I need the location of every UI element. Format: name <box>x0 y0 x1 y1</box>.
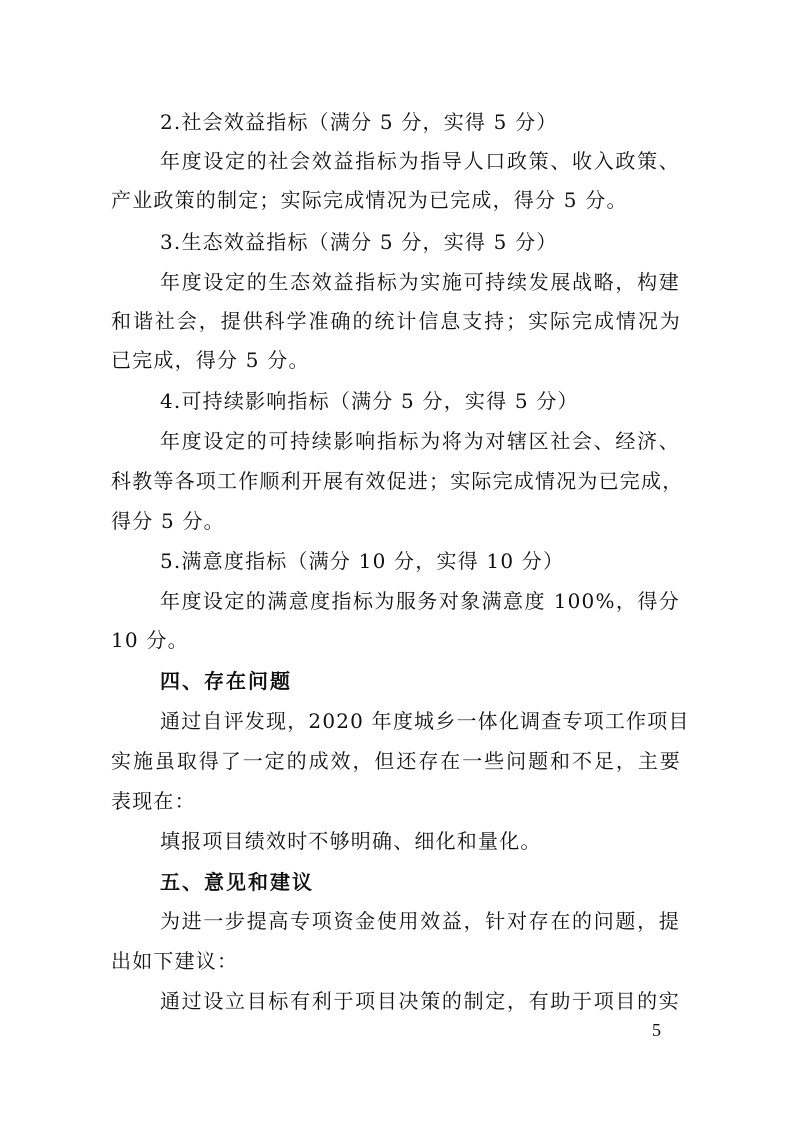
social-benefit-line-2: 产业政策的制定；实际完成情况为已完成，得分 5 分。 <box>111 188 628 212</box>
suggestions-heading: 五、意见和建议 <box>160 870 314 894</box>
suggestions-line-2: 出如下建议： <box>111 949 239 973</box>
problems-line-2: 实施虽取得了一定的成效，但还存在一些问题和不足，主要 <box>111 749 681 773</box>
problems-line-1: 通过自评发现，2020 年度城乡一体化调查专项工作项目 <box>160 709 690 733</box>
eco-benefit-line-3: 已完成，得分 5 分。 <box>111 348 310 372</box>
social-benefit-line-1: 年度设定的社会效益指标为指导人口政策、收入政策、 <box>160 149 680 173</box>
suggestions-line-3: 通过设立目标有利于项目决策的制定，有助于项目的实 <box>160 989 680 1013</box>
problems-heading: 四、存在问题 <box>160 669 292 693</box>
problems-line-4: 填报项目绩效时不够明确、细化和量化。 <box>160 829 542 853</box>
sustain-heading: 4.可持续影响指标（满分 5 分，实得 5 分） <box>160 389 579 413</box>
satisfaction-line-1: 年度设定的满意度指标为服务对象满意度 100%，得分 <box>160 589 680 613</box>
social-benefit-heading: 2.社会效益指标（满分 5 分，实得 5 分） <box>160 110 558 134</box>
eco-benefit-line-1: 年度设定的生态效益指标为实施可持续发展战略，构建 <box>160 270 680 294</box>
eco-benefit-heading: 3.生态效益指标（满分 5 分，实得 5 分） <box>160 230 558 254</box>
page-number: 5 <box>652 1020 661 1040</box>
sustain-line-2: 科教等各项工作顺利开展有效促进；实际完成情况为已完成， <box>111 469 684 493</box>
problems-line-3: 表现在： <box>111 789 196 813</box>
suggestions-line-1: 为进一步提高专项资金使用效益，针对存在的问题，提 <box>160 909 680 933</box>
eco-benefit-line-2: 和谐社会，提供科学准确的统计信息支持；实际完成情况为 <box>111 309 681 333</box>
sustain-line-1: 年度设定的可持续影响指标为将为对辖区社会、经济、 <box>160 429 680 453</box>
satisfaction-heading: 5.满意度指标（满分 10 分，实得 10 分） <box>160 549 565 573</box>
satisfaction-line-2: 10 分。 <box>111 628 189 652</box>
sustain-line-3: 得分 5 分。 <box>111 509 225 533</box>
